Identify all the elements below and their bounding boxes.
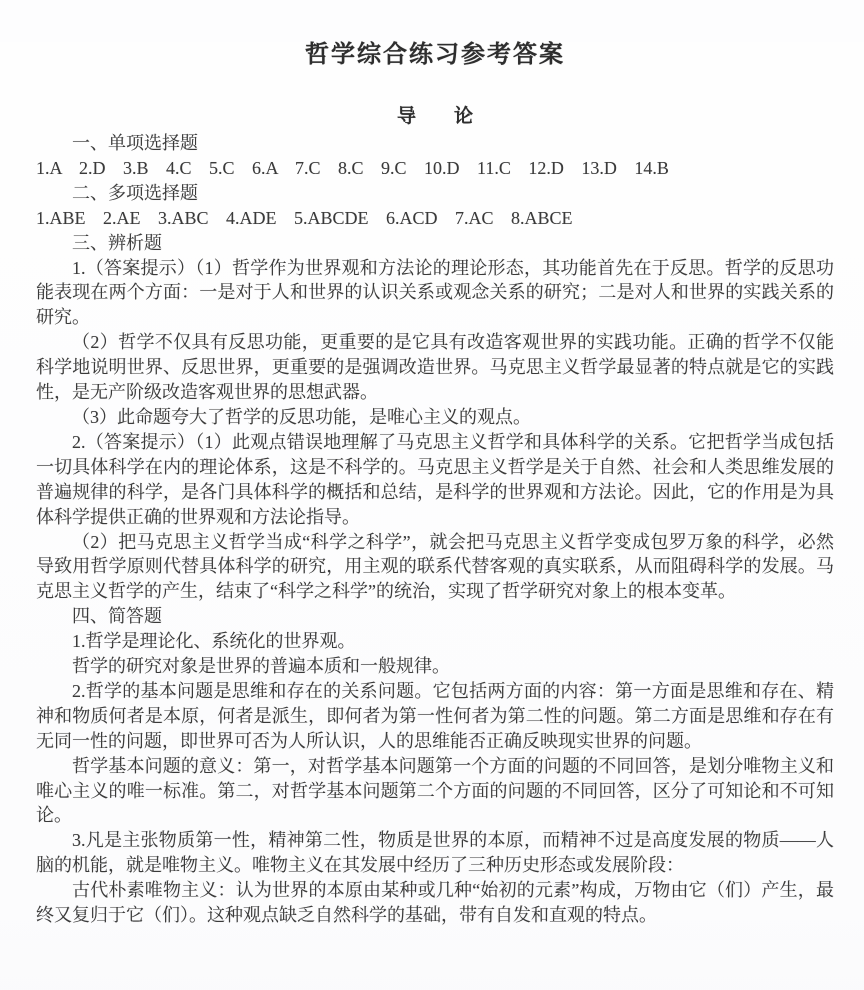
paragraph-analysis-1-3: （3）此命题夸大了哲学的反思功能，是唯心主义的观点。 [72,406,531,427]
section-title: 导 论 [396,106,473,127]
paragraph-analysis-1-1: 1.（答案提示）（1）哲学作为世界观和方法论的理论形态，其功能首先在于反思。哲学的反思功能表现在两个方面：一是对于人和世界的认识关系或观念关系的研究；二是对人和世界的实践关系的研究。 [36,257,834,328]
answer-key-row-single-choice: 1.A 2.D 3.B 4.C 5.C 6.A 7.C 8.C 9.C 10.D 11.C 12.D 13.D 14.B [36,157,669,178]
paragraph-analysis-1-2: （2）哲学不仅具有反思功能，更重要的是它具有改造客观世界的实践功能。正确的哲学不仅能科学地说明世界、反思世界，更重要的是强调改造世界。马克思主义哲学最显著的特点就是它的实践性，是无产阶级改造客观世界的思想武器。 [36,332,834,403]
section-heading-multi-choice: 二、多项选择题 [72,182,198,203]
paragraph-analysis-2-2: （2）把马克思主义哲学当成“科学之科学”，就会把马克思主义哲学变成包罗万象的科学，必然导致用哲学原则代替具体科学的研究，用主观的联系代替客观的真实联系，从而阻碍科学的发展。马克思主义哲学的产生，结束了“科学之科学”的统治，实现了哲学研究对象上的根本变革。 [36,531,834,602]
paragraph-analysis-2-1: 2.（答案提示）（1）此观点错误地理解了马克思主义哲学和具体科学的关系。它把哲学当成包括一切具体科学在内的理论体系，这是不科学的。马克思主义哲学是关于自然、社会和人类思维发展的普遍规律的科学，是各门具体科学的概括和总结，是科学的世界观和方法论。因此，它的作用是为具体科学提供正确的世界观和方法论指导。 [36,431,834,527]
paragraph-short-answer-3b: 古代朴素唯物主义：认为世界的本原由某种或几种“始初的元素”构成，万物由它（们）产生，最终又复归于它（们）。这种观点缺乏自然科学的基础，带有自发和直观的特点。 [36,880,834,926]
section-heading-single-choice: 一、单项选择题 [72,133,198,153]
page-title: 哲学综合练习参考答案 [305,42,565,68]
paragraph-short-answer-1a: 1.哲学是理论化、系统化的世界观。 [72,631,356,652]
paragraph-short-answer-3a: 3.凡是主张物质第一性，精神第二性，物质是世界的本原，而精神不过是高度发展的物质——人脑的机能，就是唯物主义。唯物主义在其发展中经历了三种历史形态或发展阶段： [36,830,834,876]
scanned-page-content [0,42,864,928]
paragraph-short-answer-2b: 哲学基本问题的意义：第一，对哲学基本问题第一个方面的问题的不同回答，是划分唯物主义和唯心主义的唯一标准。第二，对哲学基本问题第二个方面的问题的不同回答，区分了可知论和不可知论。 [36,755,834,826]
section-heading-analysis: 三、辨析题 [72,232,162,253]
paragraph-short-answer-2a: 2.哲学的基本问题是思维和存在的关系问题。它包括两方面的内容：第一方面是思维和存在、精神和物质何者是本原，何者是派生，即何者为第一性何者为第二性的问题。第二方面是思维和存在有无同一性的问题，即世界可否为人所认识，人的思维能否正确反映现实世界的问题。 [36,680,834,751]
answer-key-row-multi-choice: 1.ABE 2.AE 3.ABC 4.ADE 5.ABCDE 6.ACD 7.AC 8.ABCE [36,207,573,228]
document-body [36,131,834,928]
document-page [0,42,864,990]
section-heading-short-answer: 四、简答题 [72,606,162,627]
paragraph-short-answer-1b: 哲学的研究对象是世界的普遍本质和一般规律。 [72,656,450,677]
